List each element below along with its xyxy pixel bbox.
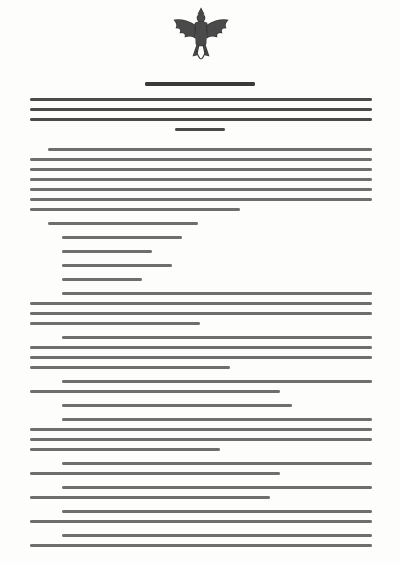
text-line: [30, 544, 372, 547]
text-line: [30, 322, 200, 325]
text-line: [30, 390, 280, 393]
text-line: [30, 438, 372, 441]
text-line: [30, 198, 372, 201]
text-line: [62, 236, 182, 239]
text-line: [30, 496, 270, 499]
text-line: [30, 520, 372, 523]
text-line: [62, 486, 372, 489]
text-line: [30, 108, 372, 111]
text-line: [62, 510, 372, 513]
text-line: [30, 472, 280, 475]
text-line: [30, 178, 372, 181]
text-line: [30, 356, 372, 359]
text-line: [62, 264, 172, 267]
text-line: [62, 292, 372, 295]
text-line: [30, 448, 220, 451]
text-line: [62, 404, 292, 407]
text-line: [30, 346, 372, 349]
text-line: [62, 418, 372, 421]
text-line: [30, 168, 372, 171]
text-line: [30, 158, 372, 161]
text-line: [30, 118, 372, 121]
text-line: [175, 128, 225, 131]
text-line: [30, 208, 240, 211]
text-line: [62, 534, 372, 537]
text-line: [145, 82, 255, 86]
text-line: [30, 302, 372, 305]
text-line: [62, 278, 142, 281]
text-line: [48, 222, 198, 225]
text-line: [30, 428, 372, 431]
text-line: [30, 366, 230, 369]
text-line: [62, 462, 372, 465]
garuda-emblem-icon: [170, 6, 232, 72]
text-line: [30, 98, 372, 101]
text-line: [62, 380, 372, 383]
text-line: [48, 148, 372, 151]
text-line: [30, 312, 372, 315]
text-line: [30, 188, 372, 191]
text-line: [62, 336, 372, 339]
text-line: [62, 250, 152, 253]
